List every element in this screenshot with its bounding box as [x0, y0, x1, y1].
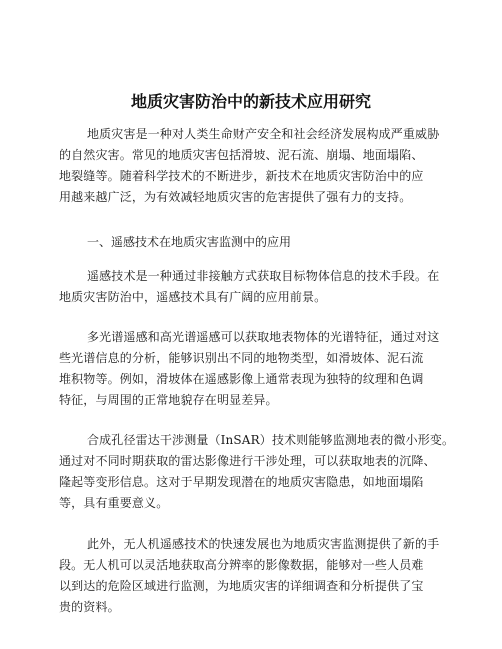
- paragraph-line: 隆起等变形信息。这对于早期发现潜在的地质灾害隐患，如地面塌陷: [59, 475, 424, 489]
- paragraph-line: 通过对不同时期获取的雷达影像进行干涉处理，可以获取地表的沉降、: [59, 454, 436, 468]
- paragraph-uav: [59, 534, 459, 618]
- paragraph-line: 多光谱遥感和高光谱遥感可以获取地表物体的光谱特征，通过对这: [87, 330, 440, 344]
- paragraph-line: 等，具有重要意义。: [59, 496, 169, 510]
- paragraph-multispectral: [59, 327, 459, 411]
- paragraph-line: 以到达的危险区域进行监测，为地质灾害的详细调查和分析提供了宝: [59, 579, 424, 593]
- paragraph-line: 些光谱信息的分析，能够识别出不同的地物类型，如滑坡体、泥石流: [59, 351, 424, 365]
- paragraph-line: 合成孔径雷达干涉测量（InSAR）技术则能够监测地表的微小形变。: [87, 433, 455, 447]
- section-heading: [59, 232, 459, 253]
- paragraph-line: 贵的资料。: [59, 600, 120, 614]
- section-heading-text: 一、遥感技术在地质灾害监测中的应用: [87, 235, 292, 249]
- paragraph-line: 地质灾害防治中，遥感技术具有广阔的应用前景。: [59, 290, 327, 304]
- paragraph-line: 堆积物等。例如，滑坡体在遥感影像上通常表现为独特的纹理和色调: [59, 372, 424, 386]
- paragraph-remote-sensing: [59, 266, 459, 308]
- document-title: 地质灾害防治中的新技术应用研究: [130, 92, 371, 111]
- paragraph-insar: [59, 430, 459, 514]
- paragraph-line: 遥感技术是一种通过非接触方式获取目标物体信息的技术手段。在: [87, 269, 440, 283]
- paragraph-line: 的自然灾害。常见的地质灾害包括滑坡、泥石流、崩塌、地面塌陷、: [59, 148, 424, 162]
- paragraph-line: 特征，与周围的正常地貌存在明显差异。: [59, 393, 278, 407]
- paragraph-line: 此外，无人机遥感技术的快速发展也为地质灾害监测提供了新的手: [87, 537, 440, 551]
- paragraph-line: 地质灾害是一种对人类生命财产安全和社会经济发展构成严重威胁: [87, 127, 440, 141]
- paragraph-intro: [59, 124, 459, 208]
- paragraph-line: 地裂缝等。随着科学技术的不断进步，新技术在地质灾害防治中的应: [59, 169, 424, 183]
- paragraph-line: 用越来越广泛，为有效减轻地质灾害的危害提供了强有力的支持。: [59, 190, 412, 204]
- paragraph-line: 段。无人机可以灵活地获取高分辨率的影像数据，能够对一些人员难: [59, 558, 424, 572]
